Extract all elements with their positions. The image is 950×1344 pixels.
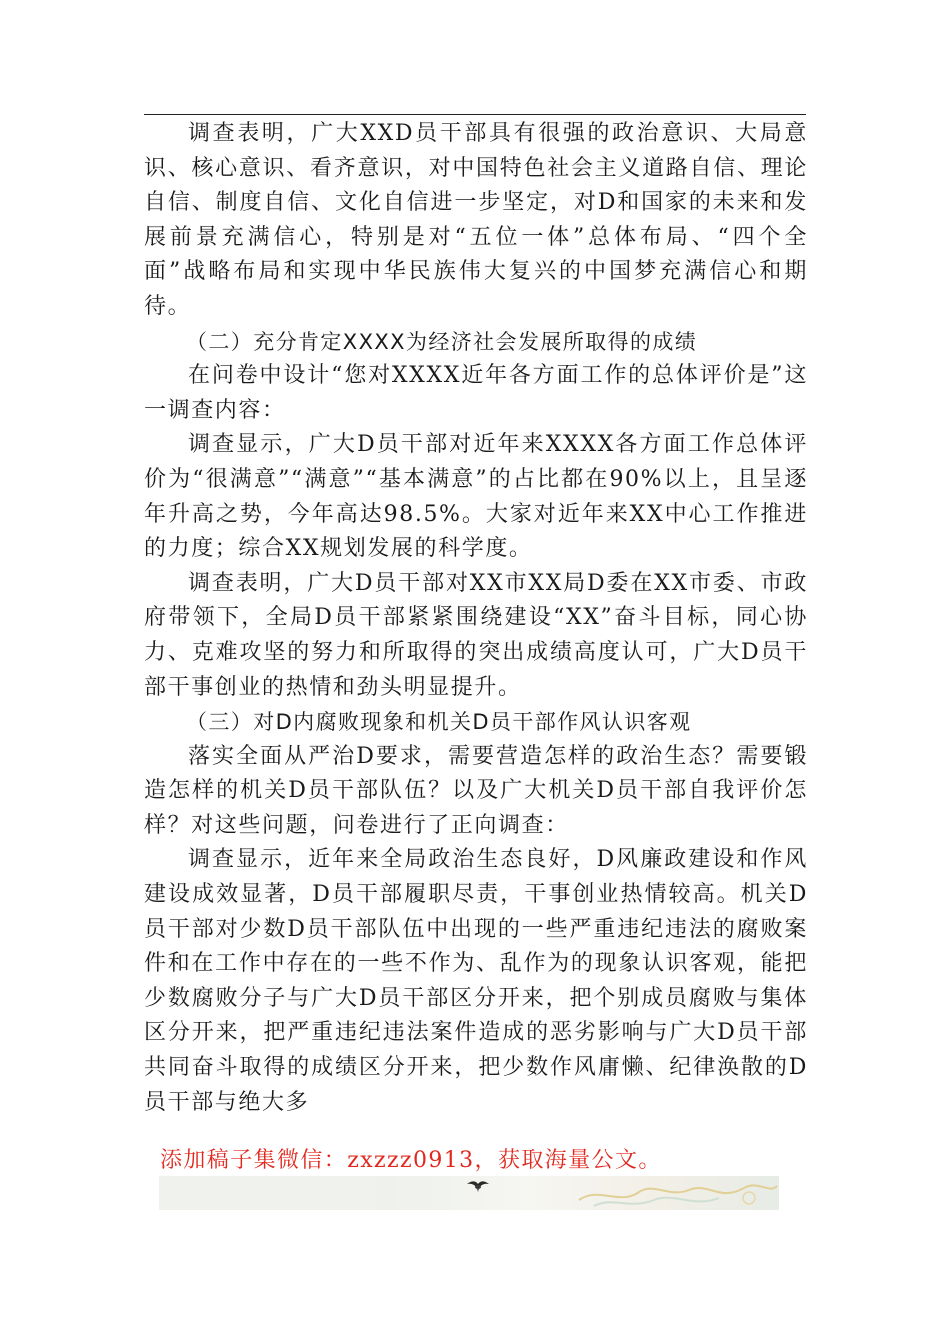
bird-icon: [465, 1178, 491, 1194]
paragraph-survey-shows-political-awareness: 调查表明，广大XXD员干部具有很强的政治意识、大局意识、核心意识、看齐意识，对中国特色社会主义道路自信、理论自信、制度自信、文化自信进一步坚定，对D和国家的未来和发展前景充满信心，特别是对“五位一体”总体布局、“四个全面”战略布局和实现中华民族伟大复兴的中国梦充满信心和期待。: [144, 121, 808, 319]
paragraph-satisfaction-results: 调查显示，广大D员干部对近年来XXXX各方面工作总体评价为“很满意”“满意”“基本满意”的占比都在90%以上，且呈逐年升高之势，今年高达98.5%。大家对近年来XX中心工作推进的力度；综合XX规划发展的科学度。: [144, 432, 808, 562]
promo-notice: 添加稿子集微信：zxzzz0913，获取海量公文。: [160, 1148, 662, 1173]
paragraph-political-ecology-results: 调查显示，近年来全局政治生态良好，D风廉政建设和作风建设成效显著，D员干部履职尽责，干事创业热情较高。机关D员干部对少数D员干部队伍中出现的一些严重违纪违法的腐败案件和在工作中存在的一些不作为、乱作为的现象认识客观，能把少数腐败分子与广大D员干部区分开来，把个别成员腐败与集体区分开来，把严重违纪违法案件造成的恶劣影响与广大D员干部共同奋斗取得的成绩区分开来，把少数作风庸懒、纪律涣散的D员干部与绝大多: [144, 847, 808, 1115]
section-heading-2: （二）充分肯定XXXX为经济社会发展所取得的成绩: [186, 329, 698, 354]
paragraph-recognition-of-achievements: 调查表明，广大D员干部对XX市XX局D委在XX市委、市政府带领下，全局D员干部紧紧围绕建设“XX”奋斗目标，同心协力、克难攻坚的努力和所取得的突出成绩高度认可，广大D员干部干事创业的热情和劲头明显提升。: [144, 570, 808, 700]
header-rule: [144, 114, 806, 115]
banner-left-panel: [159, 1176, 375, 1210]
body-text: [144, 117, 808, 1120]
cloud-swirl-ornament: [569, 1176, 779, 1210]
decorative-banner-image: [159, 1176, 779, 1210]
paragraph-questionnaire-design: 在问卷中设计“您对XXXX近年各方面工作的总体评价是”这一调查内容：: [144, 363, 808, 423]
section-heading-3: （三）对D内腐败现象和机关D员干部作风认识客观: [186, 710, 692, 735]
paragraph-strict-governance-questions: 落实全面从严治D要求，需要营造怎样的政治生态？需要锻造怎样的机关D员干部队伍？以及广大机关D员干部自我评价怎样？对这些问题，问卷进行了正向调查：: [144, 743, 808, 838]
